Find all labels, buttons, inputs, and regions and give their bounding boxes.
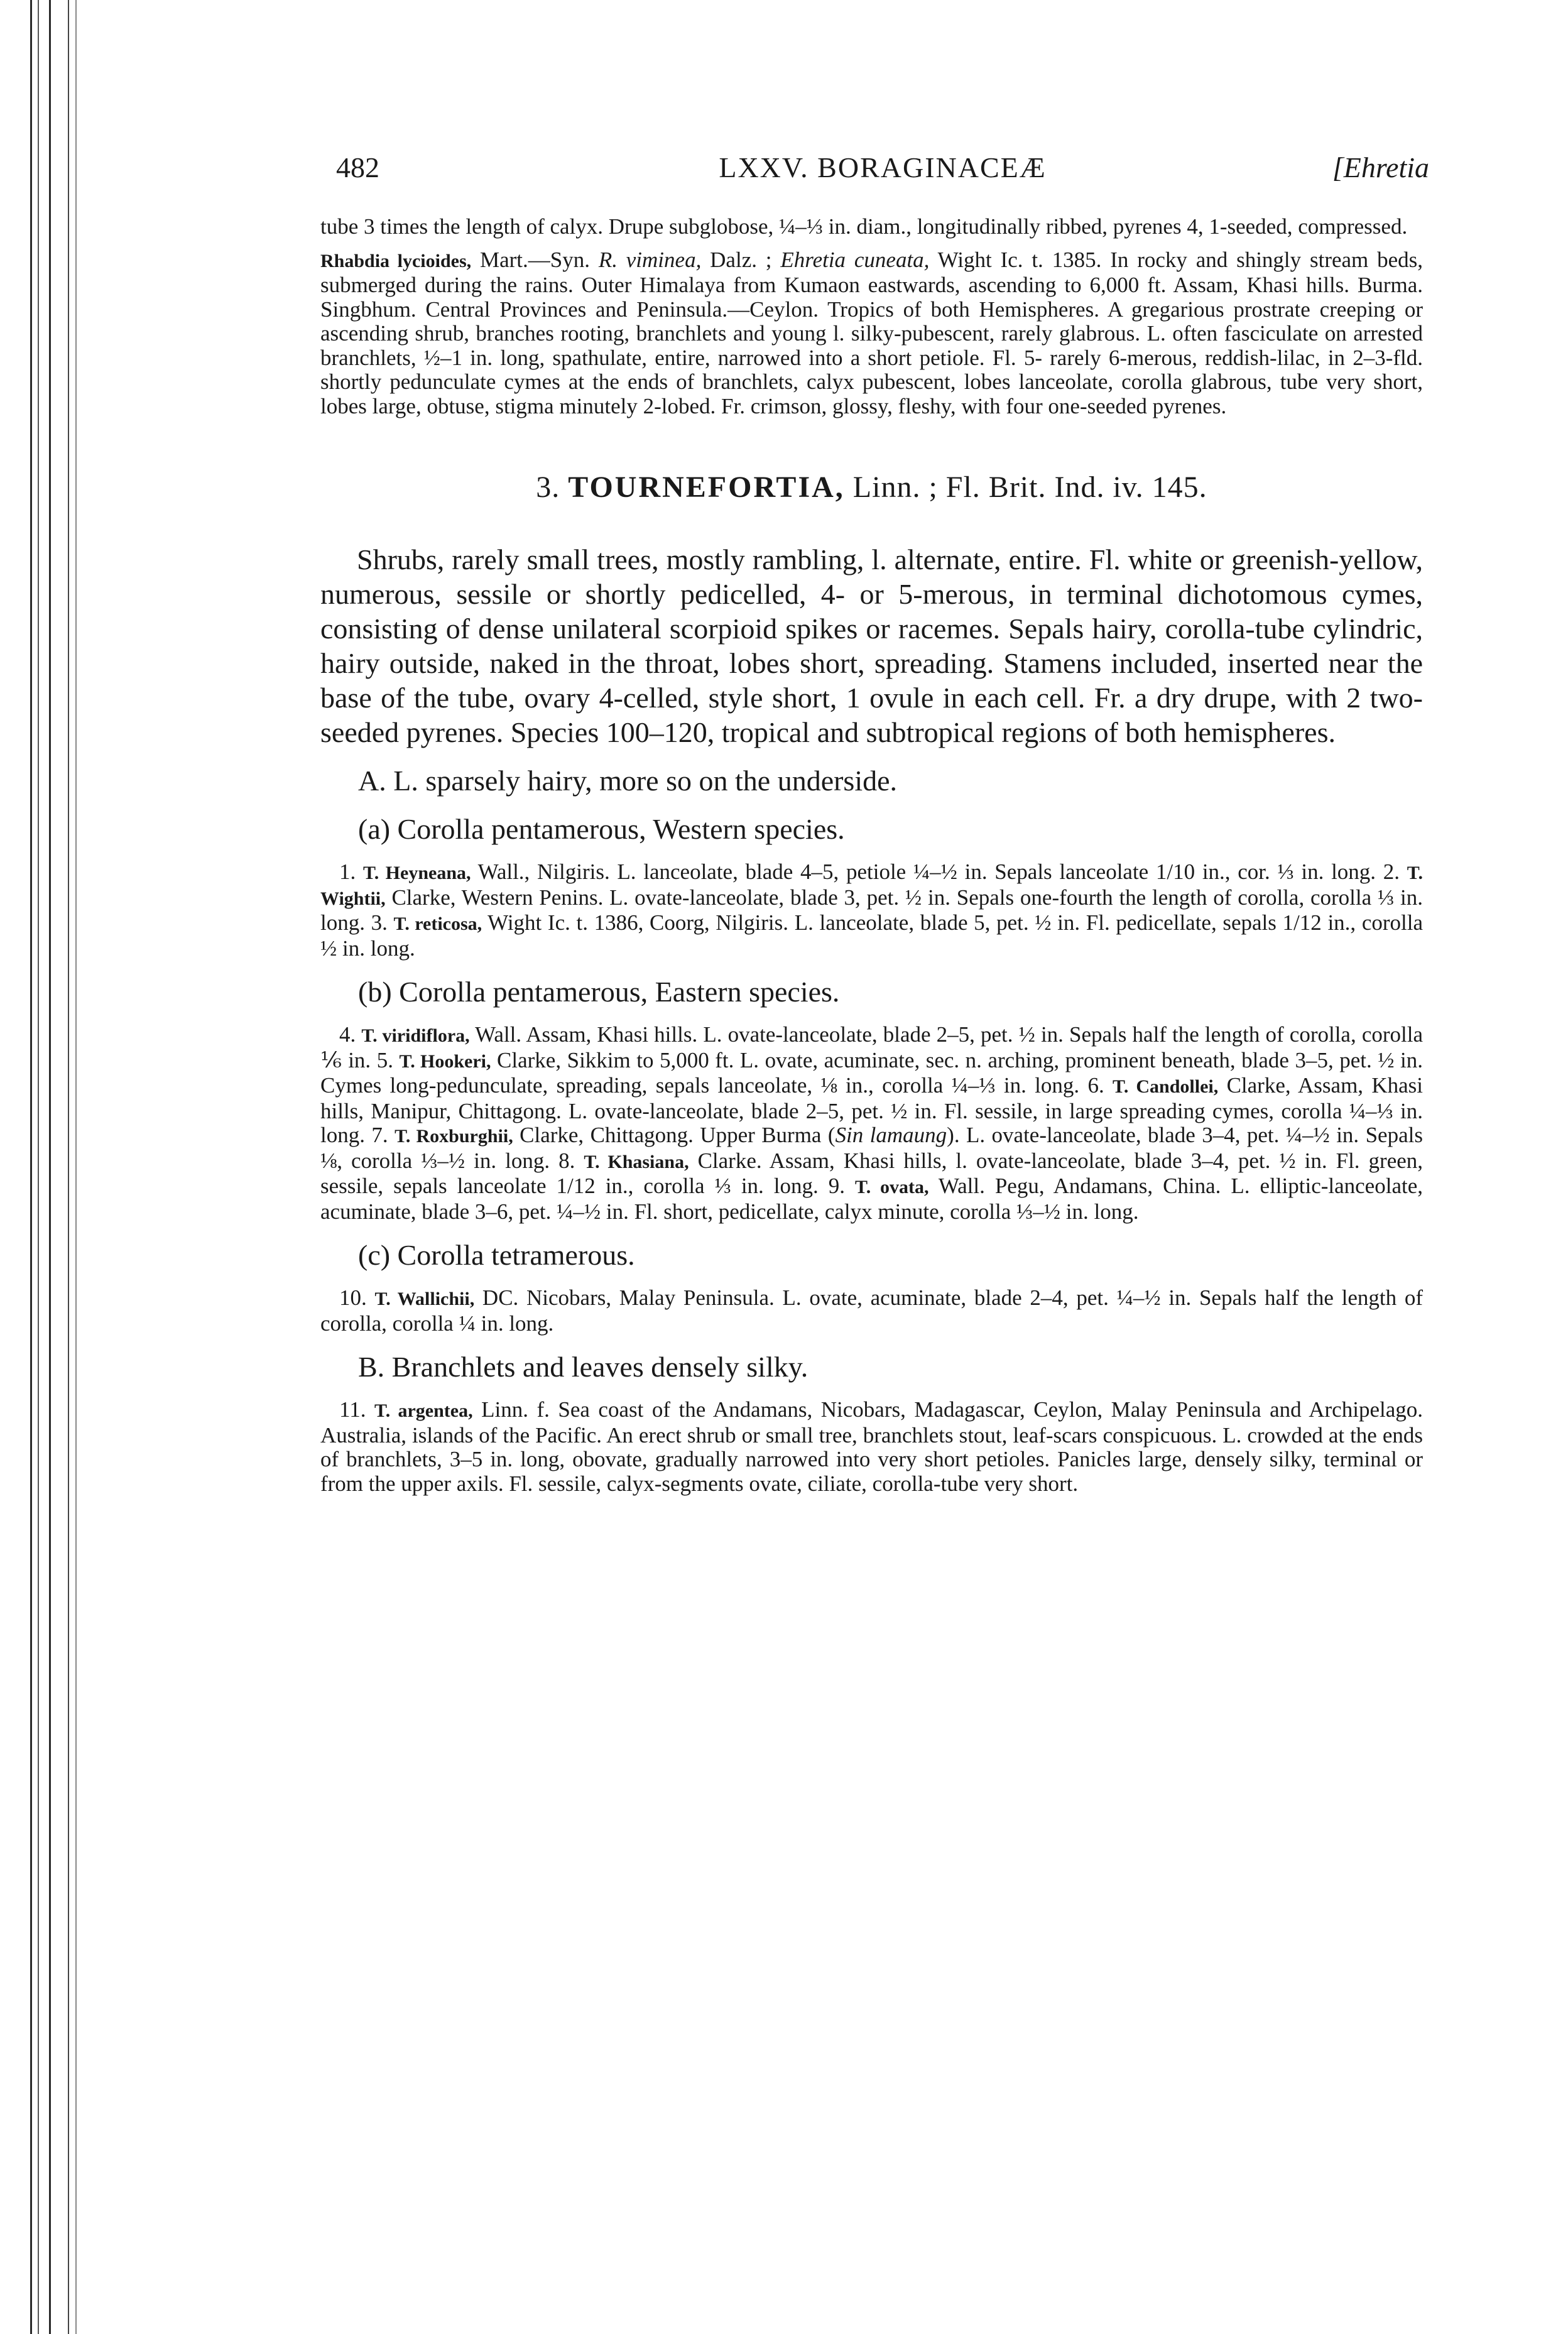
subsection-a-heading: (a) Corolla pentamerous, Western species. bbox=[358, 813, 845, 845]
entry-text: Clarke, Sikkim to 5,000 ft. L. ovate, acuminate, sec. n. arching, prominent beneath, blade 3–5, pet. ½ in. Cymes long-pedunculate, spreading, sepals lanceolate, ⅛ in., corolla ¼–⅓ in. long. 6. bbox=[320, 1047, 1423, 1098]
paragraph-d bbox=[320, 1398, 1423, 1496]
page-body bbox=[320, 215, 1423, 1496]
entry-text: Clarke, Assam, Khasi hills, Manipur, Chittagong. L. ovate-lanceolate, blade 2–5, pet. ½ in. Fl. sessile, in large spreading cymes, corolla ¼–⅓ in. long. 7. bbox=[320, 1073, 1424, 1147]
entry-text: 11. bbox=[339, 1397, 374, 1422]
species-name: T. Hookeri, bbox=[399, 1050, 491, 1072]
binding-line bbox=[68, 0, 69, 2334]
entry-text: 10. bbox=[339, 1285, 375, 1310]
subsection-b-heading: (b) Corolla pentamerous, Eastern species. bbox=[358, 976, 840, 1008]
entry-text: DC. Nicobars, Malay Peninsula. L. ovate, acuminate, blade 2–4, pet. ¼–½ in. Sepals half the length of corolla, corolla ¼ in. long. bbox=[320, 1285, 1424, 1336]
binding-line bbox=[38, 0, 39, 2334]
entry-text: Linn. f. Sea coast of the Andamans, Nicobars, Madagascar, Ceylon, Malay Peninsula and Archipelago. Australia, islands of the Pacific. An erect shrub or small tree, branchlets stout, leaf-scars conspicuous. L. crowded at the ends of branchlets, 3–5 in. long, obovate, gradually narrowed into very short petioles. Panicles large, densely silky, terminal or from the upper axils. Fl. sessile, calyx-segments ovate, ciliate, corolla-tube very short. bbox=[320, 1397, 1423, 1496]
entry-text: Clarke, Western Penins. L. ovate-lanceolate, blade 3, pet. ½ in. Sepals one-fourth the length of corolla, corolla ⅓ in. long. 3. bbox=[320, 885, 1423, 935]
entry-text: Wall. Assam, Khasi hills. L. ovate-lanceolate, blade 2–5, pet. ½ in. Sepals half the length of corolla, corolla ⅙ in. 5. bbox=[320, 1022, 1423, 1072]
genus-authority: Linn. ; Fl. Brit. Ind. iv. 145. bbox=[844, 471, 1207, 504]
section-b-heading: B. Branchlets and leaves densely silky. bbox=[358, 1351, 808, 1383]
genus-description: Shrubs, rarely small trees, mostly rambling, l. alternate, entire. Fl. white or greenish-yellow, numerous, sessile or shortly pedicelled, 4- or 5-merous, in terminal dichotomous cymes, consisting of dense unilateral scorpioid spikes or racemes. Sepals hairy, corolla-tube cylindric, hairy outside, naked in the throat, lobes short, spreading. Stamens included, inserted near the base of the tube, ovary 4-celled, style short, 1 ovule in each cell. Fr. a dry drupe, with 2 two-seeded pyrenes. Species 100–120, tropical and subtropical regions of both hemispheres. bbox=[320, 543, 1423, 748]
entry-text: Wall. Pegu, Andamans, China. L. elliptic-lanceolate, acuminate, blade 3–6, pet. ¼–½ in. Fl. short, pedicellate, calyx minute, corolla ⅓–½ in. long. bbox=[320, 1174, 1423, 1224]
binding-line bbox=[75, 0, 77, 2334]
species-name: Rhabdia lycioides, bbox=[320, 250, 472, 271]
species-name: T. Wightii, bbox=[320, 863, 1423, 909]
species-name: T. Roxburghii, bbox=[395, 1126, 513, 1147]
section-a-heading: A. L. sparsely hairy, more so on the underside. bbox=[358, 765, 898, 797]
species-name: T. reticosa, bbox=[393, 913, 482, 934]
species-name: T. Heyneana, bbox=[362, 863, 471, 883]
running-head: [Ehretia bbox=[1332, 151, 1429, 183]
entry-text: Mart.—Syn. bbox=[471, 247, 599, 272]
intro-tail: tube 3 times the length of calyx. Drupe subglobose, ¼–⅓ in. diam., longitudinally ribbed, pyrenes 4, 1-seeded, compressed. bbox=[320, 214, 1408, 239]
species-name: T. Candollei, bbox=[1113, 1076, 1219, 1097]
species-name: T. Khasiana, bbox=[584, 1151, 689, 1172]
genus-name: TOURNEFORTIA, bbox=[568, 471, 845, 504]
synonym: Ehretia cuneata, bbox=[780, 247, 930, 272]
genus-heading bbox=[320, 470, 1423, 504]
binding-line bbox=[49, 0, 51, 2334]
entry-text: Clarke, Chittagong. Upper Burma ( bbox=[513, 1123, 836, 1147]
paragraph-a bbox=[320, 860, 1423, 961]
species-name: T. argentea, bbox=[374, 1400, 473, 1421]
vernacular-name: Sin lamaung bbox=[835, 1123, 947, 1147]
page-number: 482 bbox=[336, 151, 379, 183]
entry-text: 1. bbox=[339, 859, 363, 884]
entry-text: Wight Ic. t. 1386, Coorg, Nilgiris. L. lanceolate, blade 5, pet. ½ in. Fl. pedicellate, sepals 1/12 in., corolla ½ in. long. bbox=[320, 910, 1423, 961]
paragraph-c bbox=[320, 1286, 1423, 1336]
species-name: T. Wallichii, bbox=[374, 1289, 475, 1309]
entry-text: ). L. ovate-lanceolate, blade 3–4, pet. ¼–½ in. Sepals ⅛, corolla ⅓–½ in. long. 8. bbox=[320, 1123, 1423, 1173]
paragraph-b bbox=[320, 1023, 1423, 1224]
entry-text: Clarke. Assam, Khasi hills, l. ovate-lanceolate, blade 3–4, pet. ½ in. Fl. green, sessile, sepals lanceolate 1/12 in., corolla ⅓ in. long. 9. bbox=[320, 1148, 1424, 1198]
entry-text: Dalz. ; bbox=[701, 247, 781, 272]
genus-number: 3. bbox=[536, 471, 560, 504]
subsection-c-heading: (c) Corolla tetramerous. bbox=[358, 1239, 635, 1271]
rhabdia-entry bbox=[320, 248, 1423, 419]
binding-line bbox=[30, 0, 32, 2334]
page-title: LXXV. BORAGINACEÆ bbox=[719, 151, 1047, 183]
species-name: T. ovata, bbox=[855, 1177, 929, 1197]
synonym: R. viminea, bbox=[598, 247, 702, 272]
entry-text: Wall., Nilgiris. L. lanceolate, blade 4–5, petiole ¼–½ in. Sepals lanceolate 1/10 in., cor. ⅓ in. long. 2. bbox=[471, 859, 1407, 884]
species-name: T. viridiflora, bbox=[361, 1025, 470, 1046]
page-header bbox=[336, 151, 1429, 195]
entry-text: 4. bbox=[339, 1022, 362, 1047]
entry-text: Wight Ic. t. 1385. In rocky and shingly stream beds, submerged during the rains. Outer Himalaya from Kumaon eastwards, ascending to 6,000 ft. Assam, Khasi hills. Burma. Singbhum. Central Provinces and Peninsula.—Ceylon. Tropics of both Hemispheres. A gregarious prostrate creeping or ascending shrub, branches rooting, branchlets and young l. silky-pubescent, rarely glabrous. L. often fasciculate on arrested branchlets, ½–1 in. long, spathulate, entire, narrowed into a short petiole. Fl. 5- rarely 6-merous, reddish-lilac, in 2–3-fld. shortly pedunculate cymes at the ends of branchlets, calyx pubescent, lobes lanceolate, corolla glabrous, tube very short, lobes large, obtuse, stigma minutely 2-lobed. Fr. crimson, glossy, fleshy, with four one-seeded pyrenes. bbox=[320, 247, 1424, 418]
